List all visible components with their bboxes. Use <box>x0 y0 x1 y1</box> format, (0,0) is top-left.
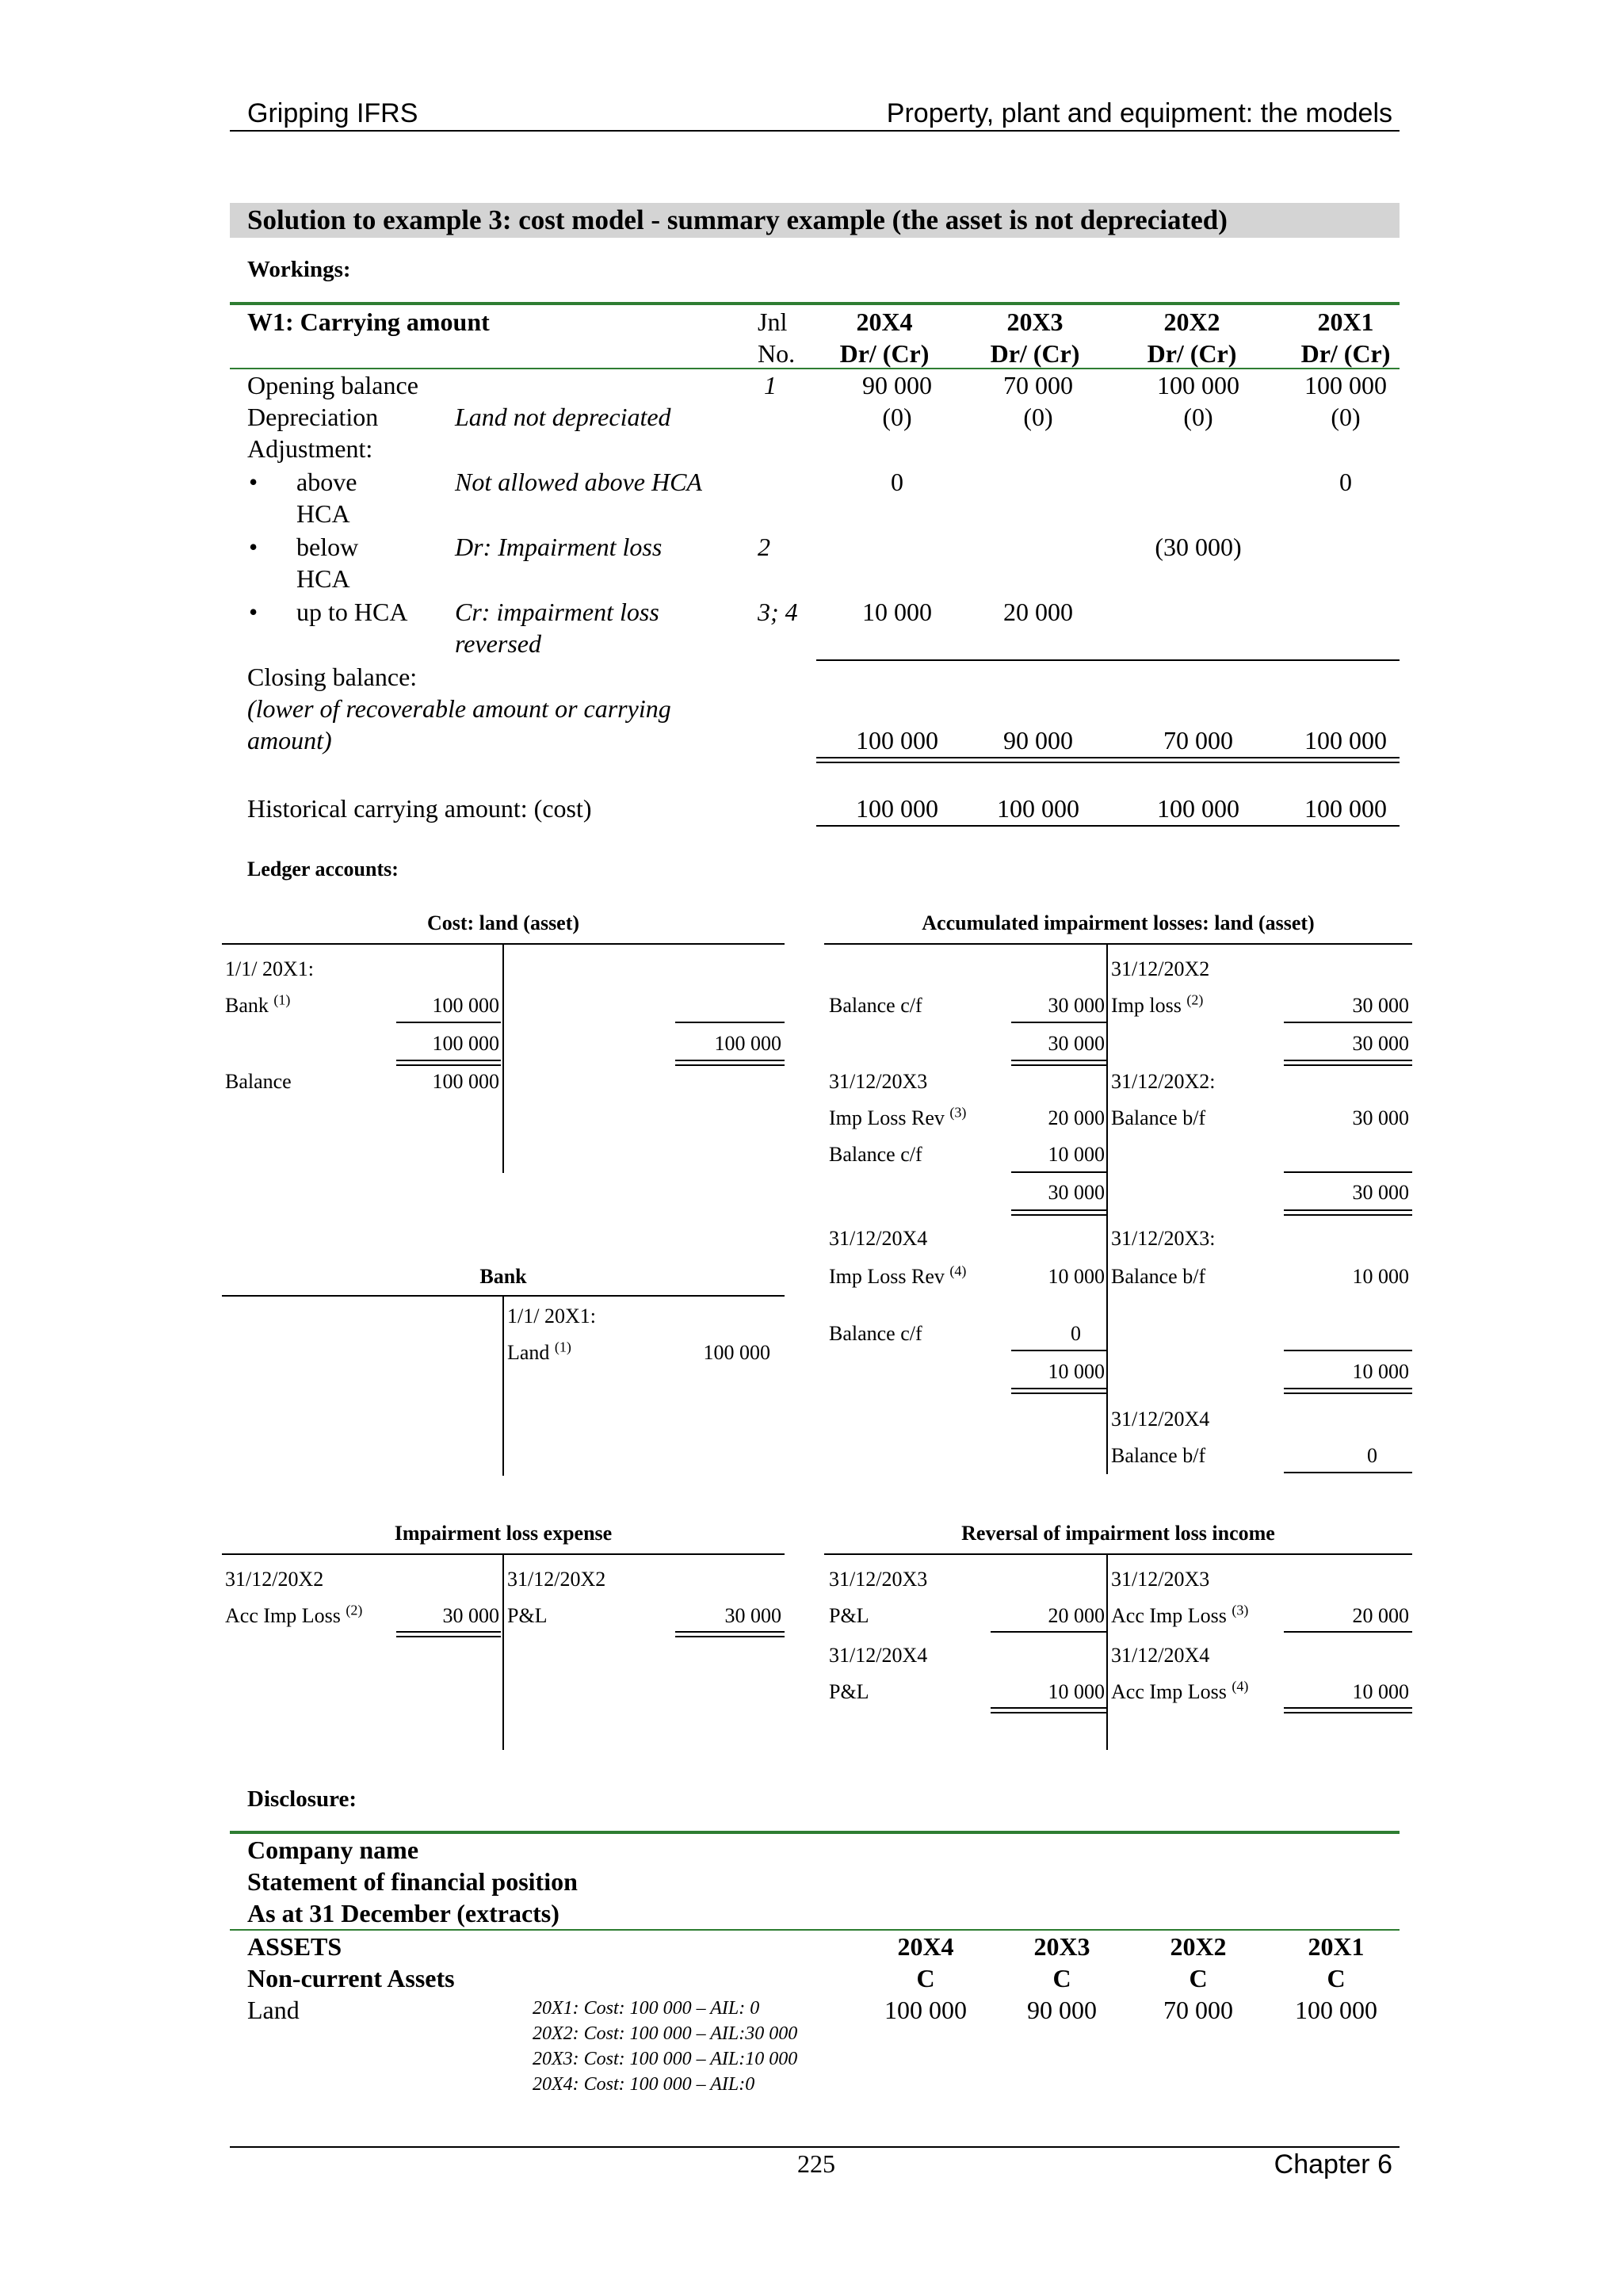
reversal-rule-r1 <box>1284 1631 1412 1633</box>
disclosure-col-cur-0: C <box>916 1964 935 1992</box>
acc-imp-r-tot2: 30 000 <box>1352 1181 1409 1204</box>
w1-col-sub-3: Dr/ (Cr) <box>1300 339 1391 368</box>
reversal-rule-l1 <box>991 1631 1106 1633</box>
disclosure-col-year-2: 20X2 <box>1170 1932 1227 1961</box>
imp-expense-r-date: 31/12/20X2 <box>507 1568 606 1591</box>
above-value-0: 0 <box>891 468 903 496</box>
cost-land-balance-label: Balance <box>225 1070 292 1093</box>
acc-imp-l-bal-cf3-amt: 0 <box>1071 1322 1081 1345</box>
below-label: below <box>296 533 359 561</box>
acc-imp-l-rev3-amt: 20 000 <box>1048 1106 1105 1129</box>
depreciation-value-3: (0) <box>1331 403 1361 431</box>
disclosure-col-year-3: 20X1 <box>1308 1932 1365 1961</box>
w1-col-sub-1: Dr/ (Cr) <box>990 339 1080 368</box>
w1-jnl: Jnl <box>758 308 788 336</box>
reversal-rule-l2 <box>991 1707 1106 1709</box>
above-bullet: • <box>249 468 258 496</box>
w1-col-year-0: 20X4 <box>856 308 913 336</box>
acc-imp-l-bal-cf2-amt: 10 000 <box>1048 1143 1105 1166</box>
acc-imp-divider <box>1106 945 1108 1474</box>
reversal-r-label1: Acc Imp Loss $^{(3)}$ <box>1111 1602 1249 1627</box>
acc-imp-r-tot3: 10 000 <box>1352 1360 1409 1383</box>
historical-value-2: 100 000 <box>1157 794 1239 823</box>
acc-imp-r-bal-bf2-amt: 30 000 <box>1352 1106 1409 1129</box>
acc-imp-rule-r4 <box>1284 1171 1412 1173</box>
workings-label: Workings: <box>247 257 351 282</box>
upto-bullet: • <box>249 598 258 626</box>
cost-land-total-l: 100 000 <box>432 1032 499 1055</box>
acc-imp-r-date2: 31/12/20X2: <box>1111 1070 1216 1093</box>
upto-note-2: reversed <box>455 629 541 658</box>
acc-imp-rule-l4 <box>1011 1171 1106 1173</box>
w1-col-sub-0: Dr/ (Cr) <box>839 339 930 368</box>
reversal-r-date2: 31/12/20X4 <box>1111 1644 1210 1667</box>
depreciation-value-1: (0) <box>1023 403 1053 431</box>
statement-title: Statement of financial position <box>247 1867 578 1896</box>
acc-imp-rule-l7 <box>1011 1350 1106 1351</box>
upto-jnl: 3; 4 <box>758 598 798 626</box>
acc-imp-l-amt1: 30 000 <box>1048 994 1105 1017</box>
header-left: Gripping IFRS <box>247 98 418 128</box>
below-bullet: • <box>249 533 258 561</box>
historical-value-1: 100 000 <box>997 794 1079 823</box>
acc-imp-rule-l5 <box>1011 1209 1106 1211</box>
acc-imp-rule <box>824 943 1412 945</box>
opening-value-2: 100 000 <box>1157 371 1239 399</box>
acc-imp-r-tot1: 30 000 <box>1352 1032 1409 1055</box>
cost-land-rule-l2 <box>396 1060 501 1061</box>
acc-imp-rule-l9 <box>1011 1392 1106 1394</box>
w1-col-year-3: 20X1 <box>1317 308 1374 336</box>
imp-expense-rule-r2 <box>675 1636 785 1637</box>
acc-imp-rule-l2 <box>1011 1060 1106 1061</box>
bank-title: Bank <box>479 1265 527 1288</box>
company-name: Company name <box>247 1836 419 1864</box>
imp-expense-rule-l1 <box>396 1631 501 1633</box>
cost-land-total-r: 100 000 <box>714 1032 781 1055</box>
acc-imp-r-bal-bf2: Balance b/f <box>1111 1106 1206 1129</box>
disclosure-col-year-1: 20X3 <box>1033 1932 1090 1961</box>
page-title: Solution to example 3: cost model - summary example (the asset is not depreciated) <box>247 204 1228 235</box>
acc-imp-rule-l1 <box>1011 1022 1106 1023</box>
imp-expense-rule-r1 <box>675 1631 785 1633</box>
historical-label: Historical carrying amount: (cost) <box>247 794 592 823</box>
historical-rule <box>816 825 1400 827</box>
chapter-label: Chapter 6 <box>1274 2149 1392 2179</box>
opening-label: Opening balance <box>247 371 418 399</box>
closing-value-3: 100 000 <box>1304 726 1387 755</box>
above-value-3: 0 <box>1339 468 1352 496</box>
acc-imp-r-amt1: 30 000 <box>1352 994 1409 1017</box>
land-note-2: 20X2: Cost: 100 000 – AIL:30 000 <box>533 2023 798 2044</box>
cost-land-rule-r1 <box>675 1022 785 1023</box>
imp-expense-r-label: P&L <box>507 1604 548 1627</box>
acc-imp-rule-r6 <box>1284 1214 1412 1216</box>
imp-expense-divider <box>502 1555 504 1750</box>
acc-imp-rule-l3 <box>1011 1064 1106 1066</box>
land-note-1: 20X1: Cost: 100 000 – AIL: 0 <box>533 1998 760 2019</box>
acc-imp-title: Accumulated impairment losses: land (asset) <box>922 911 1315 934</box>
reversal-title: Reversal of impairment loss income <box>961 1522 1275 1545</box>
acc-imp-l-rev3: Imp Loss Rev $^{(3)}$ <box>829 1104 967 1129</box>
acc-imp-rule-r2 <box>1284 1060 1412 1061</box>
opening-jnl: 1 <box>764 371 777 399</box>
depreciation-value-2: (0) <box>1183 403 1213 431</box>
opening-value-0: 90 000 <box>862 371 932 399</box>
w1-col-sub-2: Dr/ (Cr) <box>1147 339 1237 368</box>
bank-divider <box>502 1297 504 1476</box>
acc-imp-l-tot3: 10 000 <box>1048 1360 1105 1383</box>
w1-col-year-2: 20X2 <box>1163 308 1220 336</box>
disclosure-col-cur-2: C <box>1189 1964 1208 1992</box>
cost-land-rule-r3 <box>675 1064 785 1066</box>
acc-imp-r-bal-bf4: Balance b/f <box>1111 1444 1206 1467</box>
bank-land-amt: 100 000 <box>703 1341 770 1364</box>
acc-imp-rule-r5 <box>1284 1209 1412 1211</box>
upto-note: Cr: impairment loss <box>455 598 659 626</box>
page-number: 225 <box>797 2149 835 2178</box>
closing-note: (lower of recoverable amount or carrying <box>247 694 671 723</box>
reversal-l-date2: 31/12/20X4 <box>829 1644 928 1667</box>
cost-land-bank-amt: 100 000 <box>432 994 499 1017</box>
above-label: above <box>296 468 357 496</box>
below-jnl: 2 <box>758 533 770 561</box>
disclosure-col-cur-1: C <box>1052 1964 1071 1992</box>
acc-imp-l-bal-cf2: Balance c/f <box>829 1143 922 1166</box>
depreciation-value-0: (0) <box>882 403 912 431</box>
upto-value-1: 20 000 <box>1003 598 1073 626</box>
below-value-2: (30 000) <box>1155 533 1242 561</box>
acc-imp-l-rev4: Imp Loss Rev $^{(4)}$ <box>829 1263 967 1288</box>
depreciation-note: Land not depreciated <box>455 403 671 431</box>
cost-land-rule-l3 <box>396 1064 501 1066</box>
disclosure-col-val-1: 90 000 <box>1027 1996 1097 2024</box>
header-rule <box>230 130 1400 132</box>
acc-imp-l-date3: 31/12/20X4 <box>829 1227 928 1250</box>
above-note: Not allowed above HCA <box>455 468 702 496</box>
acc-imp-rule-r7 <box>1284 1350 1412 1351</box>
disclosure-label: Disclosure: <box>247 1786 357 1812</box>
imp-expense-l-date: 31/12/20X2 <box>225 1568 324 1591</box>
acc-imp-rule-r3 <box>1284 1064 1412 1066</box>
acc-imp-r-date4: 31/12/20X4 <box>1111 1408 1210 1431</box>
acc-imp-rule-r1 <box>1284 1022 1412 1023</box>
below-label-2: HCA <box>296 564 350 593</box>
closing-double-rule-2 <box>816 762 1400 763</box>
opening-value-3: 100 000 <box>1304 371 1387 399</box>
closing-double-rule-1 <box>816 757 1400 758</box>
cost-land-bank-label: Bank $^{(1)}$ <box>225 991 291 1017</box>
acc-imp-rule-l6 <box>1011 1214 1106 1216</box>
acc-imp-r-bal-bf3: Balance b/f <box>1111 1265 1206 1288</box>
closing-note-2: amount) <box>247 726 332 755</box>
reversal-rule-l3 <box>991 1712 1106 1713</box>
depreciation-label: Depreciation <box>247 403 379 431</box>
disclosure-col-cur-3: C <box>1327 1964 1346 1992</box>
w1-jnl-no: No. <box>758 339 796 368</box>
reversal-rule <box>824 1553 1412 1555</box>
acc-imp-r-bal-bf4-amt: 0 <box>1367 1444 1377 1467</box>
cost-land-date: 1/1/ 20X1: <box>225 957 314 980</box>
historical-value-0: 100 000 <box>856 794 938 823</box>
cost-land-title: Cost: land (asset) <box>426 911 580 934</box>
ledger-label: Ledger accounts: <box>247 858 399 881</box>
closing-value-2: 70 000 <box>1163 726 1233 755</box>
disclosure-col-year-0: 20X4 <box>897 1932 954 1961</box>
statement-date: As at 31 December (extracts) <box>247 1899 559 1927</box>
subtotal-rule <box>816 659 1400 661</box>
reversal-l-amt2: 10 000 <box>1048 1680 1105 1703</box>
cost-land-divider <box>502 945 504 1173</box>
cost-land-rule-r2 <box>675 1060 785 1061</box>
opening-value-1: 70 000 <box>1003 371 1073 399</box>
w1-top-rule <box>230 302 1400 305</box>
reversal-rule-r2 <box>1284 1707 1412 1709</box>
disclosure-col-val-0: 100 000 <box>884 1996 967 2024</box>
imp-expense-l-label: Acc Imp Loss $^{(2)}$ <box>225 1602 363 1627</box>
reversal-r-date1: 31/12/20X3 <box>1111 1568 1210 1591</box>
assets-heading: ASSETS <box>247 1932 342 1961</box>
land-note-4: 20X4: Cost: 100 000 – AIL:0 <box>533 2074 755 2095</box>
acc-imp-l-tot2: 30 000 <box>1048 1181 1105 1204</box>
reversal-l-label1: P&L <box>829 1604 869 1627</box>
bank-date: 1/1/ 20X1: <box>507 1305 596 1328</box>
header-right: Property, plant and equipment: the models <box>886 98 1392 128</box>
land-notes <box>533 1996 797 2097</box>
acc-imp-rule-l8 <box>1011 1388 1106 1389</box>
acc-imp-r-date3: 31/12/20X3: <box>1111 1227 1216 1250</box>
disclosure-col-val-2: 70 000 <box>1163 1996 1233 2024</box>
disclosure-col-val-3: 100 000 <box>1295 1996 1377 2024</box>
imp-expense-r-amt: 30 000 <box>724 1604 781 1627</box>
imp-expense-title: Impairment loss expense <box>394 1522 613 1545</box>
upto-value-0: 10 000 <box>862 598 932 626</box>
cost-land-balance-amt: 100 000 <box>432 1070 499 1093</box>
reversal-r-label2: Acc Imp Loss $^{(4)}$ <box>1111 1678 1249 1703</box>
reversal-l-date1: 31/12/20X3 <box>829 1568 928 1591</box>
acc-imp-r-imp-loss: Imp loss $^{(2)}$ <box>1111 991 1204 1017</box>
land-note-3: 20X3: Cost: 100 000 – AIL:10 000 <box>533 2049 798 2069</box>
bank-land-label: Land $^{(1)}$ <box>507 1339 571 1364</box>
acc-imp-r-date1: 31/12/20X2 <box>1111 957 1210 980</box>
closing-label: Closing balance: <box>247 663 418 691</box>
acc-imp-l-rev4-amt: 10 000 <box>1048 1265 1105 1288</box>
reversal-divider <box>1106 1555 1108 1750</box>
acc-imp-rule-r9 <box>1284 1392 1412 1394</box>
acc-imp-l-tot1: 30 000 <box>1048 1032 1105 1055</box>
acc-imp-l-date2: 31/12/20X3 <box>829 1070 928 1093</box>
land-label: Land <box>247 1996 300 2024</box>
reversal-l-label2: P&L <box>829 1680 869 1703</box>
closing-value-1: 90 000 <box>1003 726 1073 755</box>
acc-imp-rule-r10 <box>1284 1472 1412 1473</box>
cost-land-rule-l1 <box>396 1022 501 1023</box>
imp-expense-rule-l2 <box>396 1636 501 1637</box>
reversal-l-amt1: 20 000 <box>1048 1604 1105 1627</box>
upto-label: up to HCA <box>296 598 408 626</box>
reversal-rule-r3 <box>1284 1712 1412 1713</box>
acc-imp-r-bal-bf3-amt: 10 000 <box>1352 1265 1409 1288</box>
imp-expense-l-amt: 30 000 <box>442 1604 499 1627</box>
reversal-r-amt1: 20 000 <box>1352 1604 1409 1627</box>
reversal-r-amt2: 10 000 <box>1352 1680 1409 1703</box>
w1-title: W1: Carrying amount <box>247 308 490 336</box>
noncurrent-heading: Non-current Assets <box>247 1964 455 1992</box>
acc-imp-rule-r8 <box>1284 1388 1412 1389</box>
below-note: Dr: Impairment loss <box>455 533 663 561</box>
historical-value-3: 100 000 <box>1304 794 1387 823</box>
adjustment-label: Adjustment: <box>247 434 373 463</box>
acc-imp-l-bal-cf1: Balance c/f <box>829 994 922 1017</box>
closing-value-0: 100 000 <box>856 726 938 755</box>
above-label-2: HCA <box>296 499 350 528</box>
w1-col-year-1: 20X3 <box>1006 308 1064 336</box>
acc-imp-l-bal-cf3: Balance c/f <box>829 1322 922 1345</box>
